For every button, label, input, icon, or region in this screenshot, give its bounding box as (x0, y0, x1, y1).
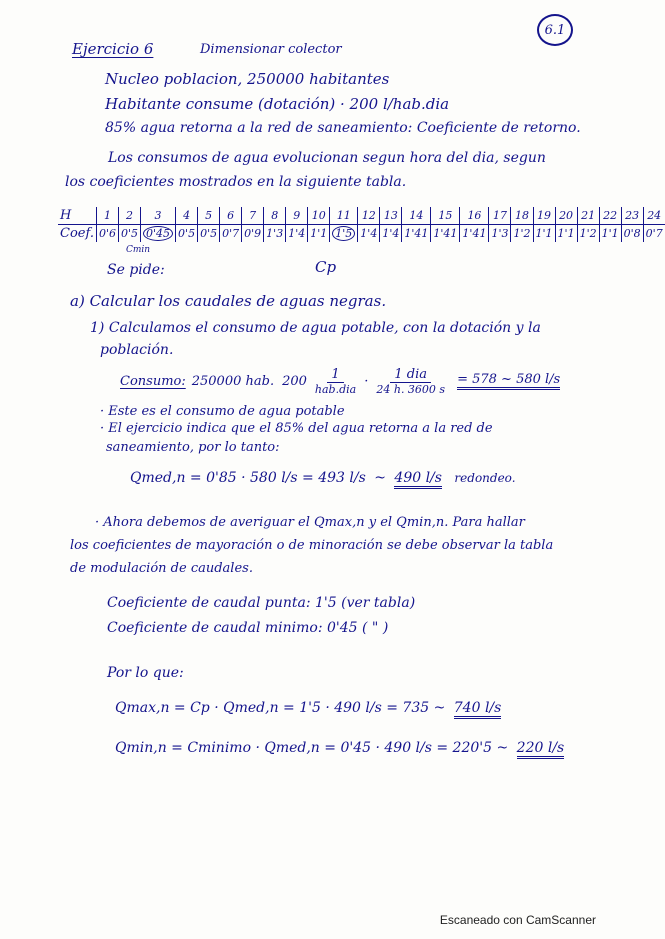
cmin-note: Cmin (126, 245, 151, 255)
circled-coef: 0'45 (143, 226, 173, 241)
line-return: 85% agua retorna a la red de saneamiento: Coeficiente de retorno. (105, 120, 581, 136)
circled-coef: 1'5 (332, 226, 355, 241)
hour-cell: 4 (176, 207, 198, 225)
hour-cell: 5 (198, 207, 220, 225)
qmin-lhs: Qmin,n = Cminimo · Qmed,n = 0'45 · 490 l/s = 220'5 ~ (115, 740, 509, 756)
paragraph-line3: de modulación de caudales. (70, 561, 253, 576)
qmed-approx: ~ (374, 470, 386, 486)
frac1-num: 1 (327, 367, 343, 383)
se-pide: Se pide: (107, 262, 165, 278)
consumo-term1: 250000 hab. (191, 373, 275, 389)
hour-cell: 6 (220, 207, 242, 225)
coef-cell: 1'1 (555, 225, 577, 243)
coef-cell: 1'2 (511, 225, 533, 243)
coef-cell: 1'41 (402, 225, 431, 243)
coef-cell: 1'4 (380, 225, 402, 243)
hour-cell: 19 (533, 207, 555, 225)
hour-cell: 17 (489, 207, 511, 225)
frac2-den: 24 h. 3600 s (376, 382, 446, 396)
hour-cell: 13 (380, 207, 402, 225)
por-lo-que: Por lo que: (107, 665, 184, 681)
coef-cell: 0'6 (96, 225, 118, 243)
hour-cell: 11 (330, 207, 358, 225)
cp-note: Cp (315, 258, 337, 276)
hour-cell: 12 (358, 207, 380, 225)
qmax-equation (115, 700, 501, 716)
qmed-lhs: Qmed,n = 0'85 · 580 l/s = 493 l/s (130, 470, 366, 486)
hour-cell: 20 (555, 207, 577, 225)
hour-cell: 9 (286, 207, 308, 225)
hour-cell: 24 (643, 207, 665, 225)
page-number: 6.1 (537, 14, 573, 46)
coef-cell: 1'3 (264, 225, 286, 243)
coef-cell: 0'7 (643, 225, 665, 243)
coef-cell: 1'4 (286, 225, 308, 243)
hour-cell: 3 (141, 207, 176, 225)
coef-cell: 1'1 (308, 225, 330, 243)
qmax-lhs: Qmax,n = Cp · Qmed,n = 1'5 · 490 l/s = 735 ~ (115, 700, 446, 716)
hour-cell: 15 (431, 207, 460, 225)
coef-cell: 1'4 (358, 225, 380, 243)
hour-cell: 14 (402, 207, 431, 225)
bullet-3: saneamiento, por lo tanto: (106, 440, 280, 455)
step1-line2: población. (100, 342, 174, 358)
coef-cell: 0'8 (621, 225, 643, 243)
hour-cell: 2 (118, 207, 140, 225)
coef-cell: 1'1 (533, 225, 555, 243)
hour-cell: 7 (242, 207, 264, 225)
multiply-dot: · (364, 373, 369, 389)
hour-cell: 10 (308, 207, 330, 225)
qmin-value: 220 l/s (517, 740, 565, 759)
coef-punta: Coeficiente de caudal punta: 1'5 (ver tabla) (107, 595, 416, 611)
hour-cell: 18 (511, 207, 533, 225)
coef-cell (330, 225, 358, 243)
hour-cell: 23 (621, 207, 643, 225)
line-evolution: Los consumos de agua evolucionan segun hora del dia, segun (108, 150, 546, 166)
line-population: Nucleo poblacion, 250000 habitantes (105, 70, 390, 88)
consumo-result: = 578 ~ 580 l/s (457, 372, 560, 390)
consumo-equation (120, 360, 560, 402)
fraction-time (372, 367, 449, 396)
step1-line1: 1) Calculamos el consumo de agua potable, con la dotación y la (90, 320, 541, 336)
part-a: a) Calcular los caudales de aguas negras. (70, 292, 387, 310)
paragraph-line1: · Ahora debemos de averiguar el Qmax,n y el Qmin,n. Para hallar (95, 515, 525, 530)
coef-cell: 1'41 (431, 225, 460, 243)
qmax-value: 740 l/s (454, 700, 502, 719)
coef-label: Coef. (60, 226, 94, 241)
hour-cell: 21 (577, 207, 599, 225)
hour-cell: 1 (96, 207, 118, 225)
coef-cell: 0'5 (198, 225, 220, 243)
coef-cell: 0'9 (242, 225, 264, 243)
frac1-den: hab.dia (314, 382, 357, 396)
coef-cell: 1'41 (460, 225, 489, 243)
coef-cell: 0'7 (220, 225, 242, 243)
paragraph-line2: los coeficientes de mayoración o de minoración se debe observar la tabla (70, 538, 554, 553)
bullet-2: · El ejercicio indica que el 85% del agua retorna a la red de (100, 421, 493, 436)
qmin-equation (115, 740, 564, 756)
coef-minimo: Coeficiente de caudal minimo: 0'45 ( " ) (107, 620, 389, 636)
frac2-num: 1 dia (390, 367, 431, 383)
fraction-dotation (311, 367, 360, 396)
line-table-intro: los coeficientes mostrados en la siguiente tabla. (65, 174, 407, 190)
hour-cell: 16 (460, 207, 489, 225)
coef-cell: 0'5 (118, 225, 140, 243)
qmed-equation (130, 470, 516, 486)
qmed-note: redondeo. (454, 471, 516, 485)
scanner-watermark: Escaneado con CamScanner (439, 913, 596, 927)
hour-cell: 22 (599, 207, 621, 225)
coef-cell (141, 225, 176, 243)
qmed-value: 490 l/s (394, 470, 442, 489)
line-dotation: Habitante consume (dotación) · 200 l/hab.dia (105, 95, 450, 113)
hour-label: H (58, 207, 96, 225)
coef-cell: 0'5 (176, 225, 198, 243)
exercise-title: Ejercicio 6 (72, 40, 154, 58)
consumo-term2: 200 (282, 373, 307, 389)
coef-cell: 1'2 (577, 225, 599, 243)
coef-cell: 1'1 (599, 225, 621, 243)
consumo-label: Consumo: (120, 373, 186, 389)
bullet-1: · Este es el consumo de agua potable (100, 404, 345, 419)
coef-cell: 1'3 (489, 225, 511, 243)
coefficient-table (58, 207, 665, 242)
hour-cell: 8 (264, 207, 286, 225)
exercise-subtitle: Dimensionar colector (200, 42, 342, 57)
